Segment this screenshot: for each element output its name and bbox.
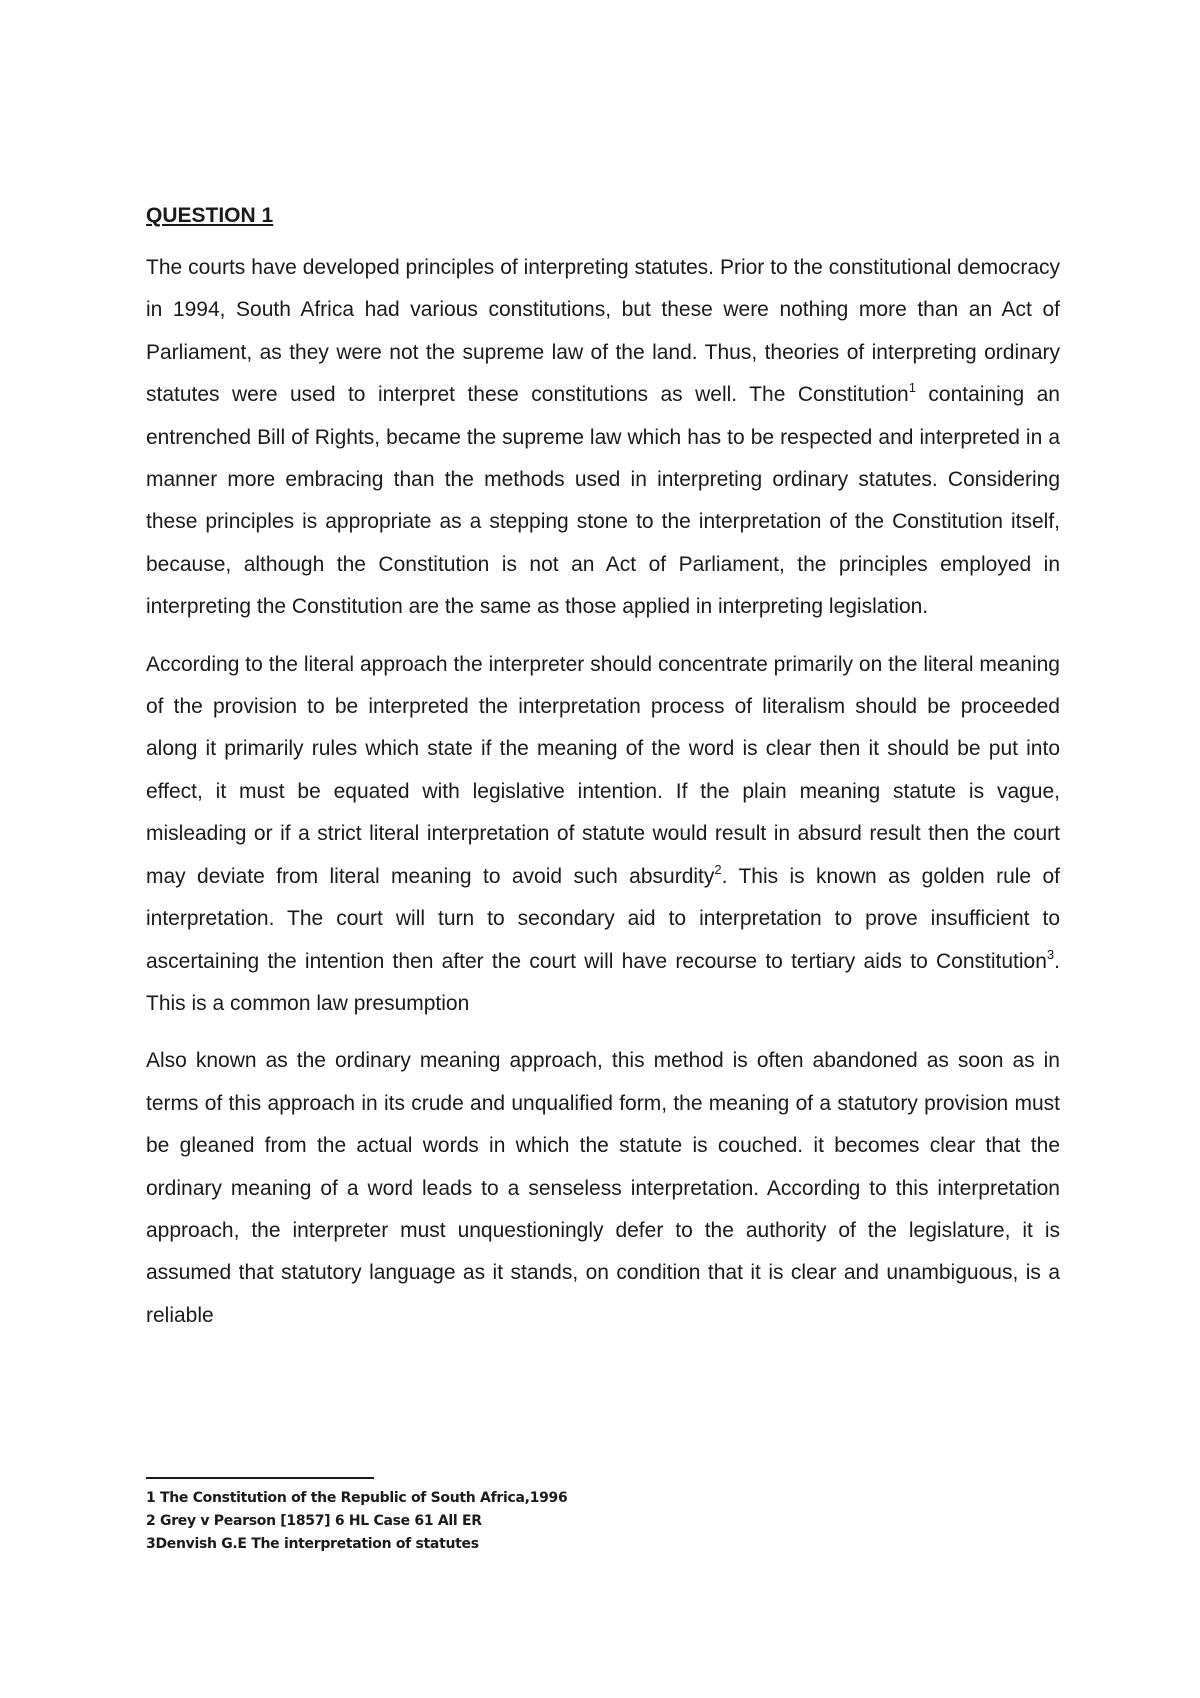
paragraph-text: The courts have developed principles of interpreting statutes. Prior to the constitutional democracy in 1994, South Africa had various constitutions, but these were nothing more than an Act of Parliament, as they were not the supreme law of the land. Thus, theories of interpreting ordinary statutes were used to interpret these constitutions as well. The Constitution — [146, 256, 1060, 407]
footnotes-section — [146, 1477, 1060, 1556]
paragraph-2 — [146, 644, 1060, 1026]
paragraph-text: According to the literal approach the interpreter should concentrate primarily on the literal meaning of the provision to be interpreted the interpretation process of literalism should be proceeded along it primarily rules which state if the meaning of the word is clear then it should be put into effect, it must be equated with legislative intention. If the plain meaning statute is vague, misleading or if a strict literal interpretation of statute would result in absurd result then the court may deviate from literal meaning to avoid such absurdity — [146, 652, 1060, 888]
footnote-3: 3Denvish G.E The interpretation of statutes — [146, 1536, 479, 1552]
paragraph-text: containing an entrenched Bill of Rights, became the supreme law which has to be respected and interpreted in a manner more embracing than the methods used in interpreting ordinary statutes. Considering these principles is appropriate as a stepping stone to the interpretation of the Constitution itself, because, although the Constitution is not an Act of Parliament, the principles employed in interpreting the Constitution are the same as those applied in interpreting legislation. — [146, 383, 1060, 619]
paragraph-1 — [146, 247, 1060, 629]
paragraph-text: . This is known as golden rule of interpretation. The court will turn to secondary aid to interpretation to prove insufficient to ascertaining the intention then after the court will have recourse to tertiary aids to Constitution — [146, 864, 1060, 973]
footnote-1: 1 The Constitution of the Republic of South Africa,1996 — [146, 1490, 568, 1506]
footnote-separator — [146, 1477, 374, 1479]
paragraph-text: Also known as the ordinary meaning approach, this method is often abandoned as soon as in terms of this approach in its crude and unqualified form, the meaning of a statutory provision must be gleaned from the actual words in which the statute is couched. it becomes clear that the ordinary meaning of a word leads to a senseless interpretation. According to this interpretation approach, the interpreter must unquestioningly defer to the authority of the legislature, it is assumed that statutory language as it stands, on condition that it is clear and unambiguous, is a reliable — [146, 1049, 1060, 1327]
footnote-ref[interactable]: 3 — [1046, 946, 1055, 962]
footnote-ref[interactable]: 1 — [908, 380, 916, 396]
page-title: QUESTION 1 — [146, 204, 274, 227]
document-body — [146, 200, 1060, 1352]
footnote-ref[interactable]: 2 — [714, 861, 722, 877]
footnote-2: 2 Grey v Pearson [1857] 6 HL Case 61 All ER — [146, 1513, 482, 1529]
paragraph-3 — [146, 1040, 1060, 1337]
paragraph-text: . This is a common law presumption — [146, 949, 1060, 1015]
